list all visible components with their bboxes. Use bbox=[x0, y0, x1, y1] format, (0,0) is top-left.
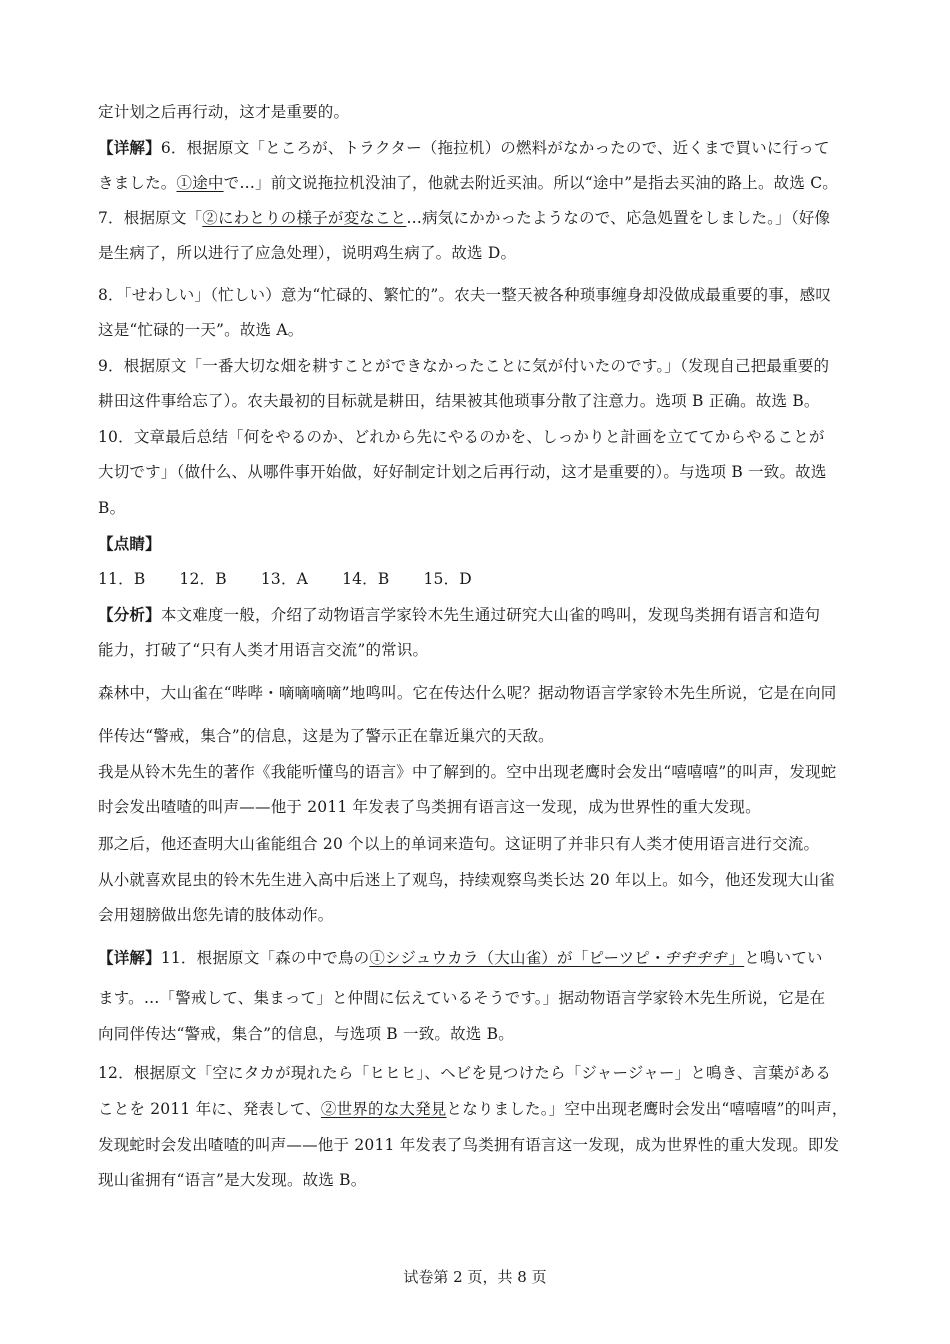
text-line bbox=[98, 496, 858, 520]
text-line bbox=[98, 283, 858, 307]
text-segment: 我是从铃木先生的著作《我能听懂鸟的语言》中了解到的。空中出现老鹰时会发出“嘻嘻嘻”的叫声，发现蛇 bbox=[98, 763, 837, 781]
section-label: 【详解】 bbox=[98, 138, 161, 157]
text-line bbox=[98, 946, 858, 970]
text-line bbox=[98, 1133, 858, 1157]
text-line bbox=[98, 1061, 858, 1085]
underlined-quote: ①途中 bbox=[176, 174, 224, 192]
section-label: 【点睛】 bbox=[98, 534, 161, 553]
text-segment: 这是“忙碌的一天”。故选 A。 bbox=[98, 321, 304, 339]
text-line bbox=[98, 1168, 858, 1192]
text-segment: 时会发出喳喳的叫声——他于 2011 年发表了鸟类拥有语言这一发现，成为世界性的重大发现。 bbox=[98, 798, 761, 816]
answer-key-row bbox=[98, 567, 858, 591]
text-line bbox=[98, 986, 858, 1010]
text-line bbox=[98, 460, 858, 484]
text-segment: 发现蛇时会发出喳喳的叫声——他于 2011 年发表了鸟类拥有语言这一发现，成为世界性的重大发现。即发 bbox=[98, 1136, 840, 1154]
text-segment: で…」前文说拖拉机没油了，他就去附近买油。所以“途中”是指去买油的路上。故选 C。 bbox=[223, 174, 838, 192]
text-line bbox=[98, 318, 858, 342]
text-segment: 6．根据原文「ところが、トラクター（拖拉机）の燃料がなかったので、近くまで買いに行って bbox=[160, 139, 830, 157]
text-segment: 森林中，大山雀在“哔哔・嘀嘀嘀嘀”地鸣叫。它在传达什么呢？据动物语言学家铃木先生所说，它是在向同 bbox=[98, 684, 837, 702]
text-line bbox=[98, 171, 858, 195]
text-segment: ことを 2011 年に、発表して、 bbox=[98, 1100, 321, 1118]
text-segment: きました。 bbox=[98, 174, 177, 192]
answer-item: 15．D bbox=[423, 570, 472, 588]
answer-item: 12．B bbox=[179, 570, 227, 588]
page-footer: 试卷第 2 页，共 8 页 bbox=[403, 1268, 547, 1286]
text-line bbox=[98, 100, 858, 124]
text-segment: 定计划之后再行动，这才是重要的。 bbox=[98, 103, 350, 121]
answer-item: 13．A bbox=[260, 570, 309, 588]
text-segment: 大切です」（做什么、从哪件事开始做，好好制定计划之后再行动，这才是重要的）。与选项 B 一致。故选 bbox=[98, 463, 827, 481]
text-segment: ます。…「警戒して、集まって」と仲間に伝えているそうです。」据动物语言学家铃木先生所说，它是在 bbox=[98, 989, 826, 1007]
text-line bbox=[98, 868, 858, 892]
answer-item: 14．B bbox=[342, 570, 390, 588]
text-segment: 向同伴传达“警戒，集合”的信息，与选项 B 一致。故选 B。 bbox=[98, 1025, 514, 1043]
text-segment: 7．根据原文「 bbox=[98, 209, 203, 227]
text-segment: 从小就喜欢昆虫的铃木先生进入高中后迷上了观鸟，持续观察鸟类长达 20 年以上。如今，他还发现大山雀 bbox=[98, 871, 835, 889]
text-line bbox=[98, 795, 858, 819]
text-line bbox=[98, 760, 858, 784]
text-segment: 能力，打破了“只有人类才用语言交流”的常识。 bbox=[98, 641, 429, 659]
text-line bbox=[98, 206, 858, 230]
underlined-quote: ②世界的な大発見 bbox=[320, 1100, 447, 1118]
text-line bbox=[98, 532, 858, 556]
underlined-quote: ②にわとりの様子が変なこと bbox=[202, 209, 407, 227]
text-line bbox=[98, 832, 858, 856]
text-line bbox=[98, 724, 858, 748]
text-line bbox=[98, 241, 858, 265]
text-line bbox=[98, 603, 858, 627]
text-segment: …病気にかかったようなので、応急処置をしました。」（好像 bbox=[406, 209, 831, 227]
text-segment: 耕田这件事给忘了）。农夫最初的目标就是耕田，结果被其他琐事分散了注意力。选项 B 正确。故选 B。 bbox=[98, 392, 820, 410]
text-segment: と鳴いてい bbox=[744, 949, 823, 967]
text-line bbox=[98, 354, 858, 378]
section-label: 【详解】 bbox=[98, 948, 161, 967]
section-label: 【分析】 bbox=[98, 605, 161, 624]
text-segment: 11．根据原文「森の中で鳥の bbox=[160, 949, 370, 967]
text-line bbox=[98, 136, 858, 160]
text-segment: 9．根据原文「一番大切な畑を耕すことができなかったことに気が付いたのです。」（发现自己把最重要的 bbox=[98, 357, 830, 375]
text-segment: 会用翅膀做出您先请的肢体动作。 bbox=[98, 906, 334, 924]
underlined-quote: ①シジュウカラ（大山雀）が「ピーツピ・ヂヂヂヂ」 bbox=[369, 949, 745, 967]
text-segment: となりました。」空中出现老鹰时会发出“嘻嘻嘻”的叫声， bbox=[446, 1100, 848, 1118]
text-line bbox=[98, 425, 858, 449]
text-line bbox=[98, 389, 858, 413]
text-line bbox=[98, 1097, 858, 1121]
text-line bbox=[98, 903, 858, 927]
text-segment: 本文难度一般，介绍了动物语言学家铃木先生通过研究大山雀的鸣叫，发现鸟类拥有语言和造句 bbox=[160, 606, 821, 624]
text-segment: 现山雀拥有“语言”是大发现。故选 B。 bbox=[98, 1171, 367, 1189]
text-line bbox=[98, 638, 858, 662]
text-segment: 伴传达“警戒，集合”的信息，这是为了警示正在靠近巢穴的天敌。 bbox=[98, 727, 554, 745]
text-segment: 8．「せわしい」（忙しい）意为“忙碌的、繁忙的”。农夫一整天被各种琐事缠身却没做成最重要的事，感叹 bbox=[98, 286, 832, 304]
text-line bbox=[98, 1022, 858, 1046]
text-segment: 是生病了，所以进行了应急处理），说明鸡生病了。故选 D。 bbox=[98, 244, 517, 262]
text-segment: 那之后，他还查明大山雀能组合 20 个以上的单词来造句。这证明了并非只有人类才使用语言进行交流。 bbox=[98, 835, 820, 853]
text-segment: B。 bbox=[98, 499, 126, 517]
text-segment: 10．文章最后总结「何をやるのか、どれから先にやるのかを、しっかりと計画を立ててからやることが bbox=[98, 428, 825, 446]
answer-item: 11．B bbox=[98, 570, 146, 588]
text-segment: 12．根据原文「空にタカが現れたら「ヒヒヒ」、ヘビを見つけたら「ジャージャー」と鳴き、言葉がある bbox=[98, 1064, 832, 1082]
text-line bbox=[98, 681, 858, 705]
